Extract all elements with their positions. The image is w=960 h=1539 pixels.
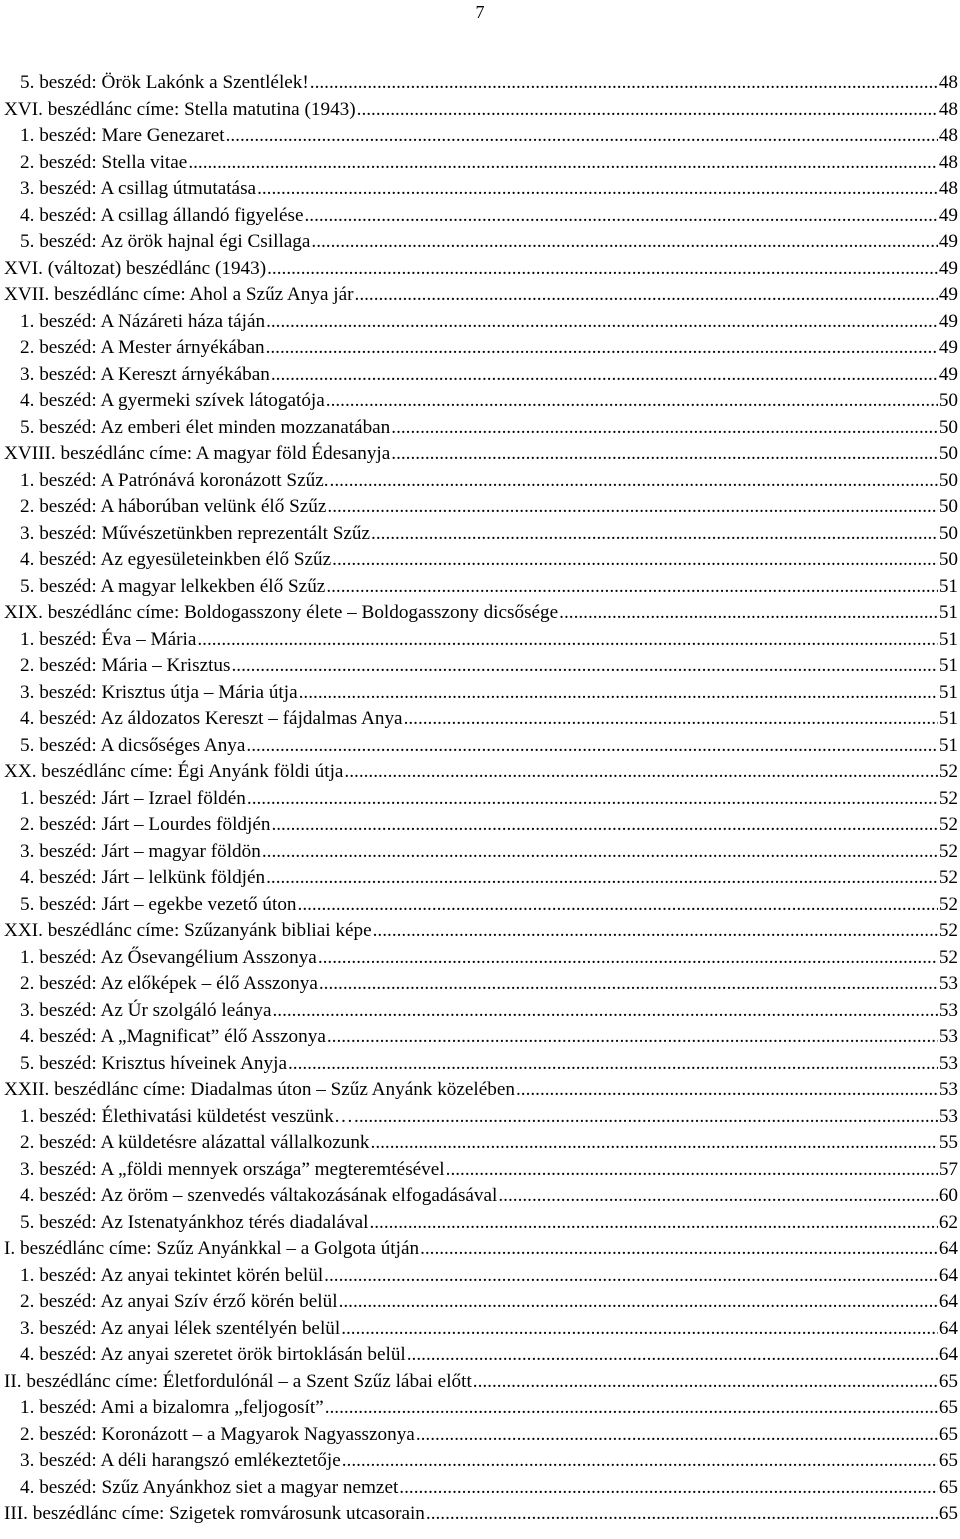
toc-sermon-entry bbox=[20, 547, 958, 574]
toc-entry-page: 65 bbox=[938, 1450, 958, 1471]
toc-entry-title: 3. beszéd: Az Úr szolgáló leánya bbox=[20, 999, 272, 1021]
toc-entry-page: 53 bbox=[938, 1052, 958, 1074]
toc-entry-page: 50 bbox=[938, 469, 958, 491]
toc-entry-page: 50 bbox=[938, 443, 958, 464]
toc-entry-page: 53 bbox=[938, 973, 958, 994]
toc-dot-leader bbox=[342, 1448, 938, 1475]
toc-entry-title: 4. beszéd: A gyermeki szívek látogatója bbox=[20, 390, 325, 411]
toc-dot-leader bbox=[332, 547, 938, 574]
toc-sermon-entry bbox=[20, 892, 958, 919]
toc-entry-page: 50 bbox=[938, 496, 958, 517]
toc-sermon-entry bbox=[20, 1342, 958, 1369]
toc-entry-title: 2. beszéd: Járt – Lourdes földjén bbox=[20, 814, 271, 835]
toc-dot-leader bbox=[325, 1395, 938, 1422]
toc-entry-title: XVII. beszédlánc címe: Ahol a Szűz Anya jár bbox=[4, 284, 354, 305]
toc-entry-title: 3. beszéd: A déli harangszó emlékeztetője bbox=[20, 1450, 341, 1471]
toc-entry-title: 2. beszéd: A küldetésre alázattal vállalkozunk bbox=[20, 1132, 370, 1153]
toc-entry-page: 52 bbox=[938, 867, 958, 888]
toc-dot-leader bbox=[391, 441, 938, 468]
toc-dot-leader bbox=[298, 892, 938, 919]
toc-entry-title: 2. beszéd: Az előképek – élő Asszonya bbox=[20, 973, 318, 994]
toc-dot-leader bbox=[299, 680, 938, 707]
toc-sermon-entry bbox=[20, 1263, 958, 1290]
toc-entry-title: 2. beszéd: Koronázott – a Magyarok Nagyasszonya bbox=[20, 1423, 415, 1445]
toc-entry-title: 2. beszéd: Az anyai Szív érző körén belül bbox=[20, 1291, 338, 1312]
toc-chapter-entry bbox=[4, 97, 958, 124]
toc-sermon-entry bbox=[20, 362, 958, 389]
toc-dot-leader bbox=[266, 309, 938, 336]
toc-sermon-entry bbox=[20, 1024, 958, 1051]
toc-entry-page: 51 bbox=[938, 602, 958, 623]
toc-entry-title: 1. beszéd: Az Ősevangélium Asszonya bbox=[20, 946, 317, 968]
toc-entry-page: 51 bbox=[938, 628, 958, 650]
toc-chapter-entry bbox=[4, 256, 958, 283]
toc-dot-leader bbox=[327, 494, 937, 521]
toc-dot-leader bbox=[246, 733, 937, 760]
toc-entry-title: 1. beszéd: Az anyai tekintet körén belül bbox=[20, 1264, 324, 1286]
toc-entry-page: 64 bbox=[938, 1238, 958, 1259]
toc-sermon-entry bbox=[20, 733, 958, 760]
toc-sermon-entry bbox=[20, 812, 958, 839]
toc-entry-title: 3. beszéd: A Kereszt árnyékában bbox=[20, 363, 270, 385]
toc-sermon-entry bbox=[20, 388, 958, 415]
toc-chapter-entry bbox=[4, 282, 958, 309]
toc-entry-page: 65 bbox=[938, 1476, 958, 1498]
toc-entry-title: 4. beszéd: Az öröm – szenvedés váltakozásának elfogadásával bbox=[20, 1185, 498, 1206]
toc-dot-leader bbox=[318, 945, 938, 972]
toc-entry-title: 1. beszéd: A Názáreti háza táján bbox=[20, 310, 266, 332]
toc-entry-title: 1. beszéd: Éva – Mária bbox=[20, 628, 197, 650]
toc-entry-page: 52 bbox=[938, 761, 958, 782]
toc-dot-leader bbox=[326, 574, 938, 601]
toc-sermon-entry bbox=[20, 627, 958, 654]
toc-dot-leader bbox=[498, 1183, 937, 1210]
toc-entry-title: 3. beszéd: A csillag útmutatása bbox=[20, 178, 257, 199]
toc-sermon-entry bbox=[20, 1210, 958, 1237]
toc-entry-page: 60 bbox=[938, 1185, 958, 1206]
toc-entry-page: 49 bbox=[938, 284, 958, 305]
toc-sermon-entry bbox=[20, 494, 958, 521]
toc-entry-page: 49 bbox=[938, 363, 958, 385]
toc-dot-leader bbox=[326, 388, 938, 415]
toc-sermon-entry bbox=[20, 945, 958, 972]
toc-entry-page: 49 bbox=[938, 231, 958, 252]
toc-entry-title: 4. beszéd: Az anyai szeretet örök birtoklásán belül bbox=[20, 1344, 406, 1365]
toc-dot-leader bbox=[404, 706, 938, 733]
toc-entry-title: XIX. beszédlánc címe: Boldogasszony élete – Boldogasszony dicsősége bbox=[4, 602, 559, 623]
toc-dot-leader bbox=[267, 256, 938, 283]
toc-dot-leader bbox=[407, 1342, 938, 1369]
toc-sermon-entry bbox=[20, 150, 958, 177]
toc-entry-page: 51 bbox=[938, 575, 958, 597]
toc-entry-title: 4. beszéd: Az áldozatos Kereszt – fájdalmas Anya bbox=[20, 708, 403, 729]
toc-dot-leader bbox=[341, 1316, 938, 1343]
toc-dot-leader bbox=[319, 971, 938, 998]
toc-sermon-entry bbox=[20, 415, 958, 442]
toc-entry-title: XVI. (változat) beszédlánc (1943) bbox=[4, 257, 267, 279]
toc-entry-page: 64 bbox=[938, 1291, 958, 1312]
toc-sermon-entry bbox=[20, 680, 958, 707]
toc-entry-page: 52 bbox=[938, 814, 958, 835]
toc-entry-page: 48 bbox=[938, 151, 958, 173]
toc-entry-page: 53 bbox=[938, 1026, 958, 1047]
toc-dot-leader bbox=[330, 468, 938, 495]
toc-entry-title: 5. beszéd: A magyar lelkekben élő Szűz bbox=[20, 575, 326, 597]
toc-entry-page: 52 bbox=[938, 946, 958, 968]
toc-entry-page: 49 bbox=[938, 204, 958, 226]
toc-sermon-entry bbox=[20, 1422, 958, 1449]
toc-sermon-entry bbox=[20, 203, 958, 230]
toc-dot-leader bbox=[371, 1130, 938, 1157]
toc-sermon-entry bbox=[20, 839, 958, 866]
toc-sermon-entry bbox=[20, 1289, 958, 1316]
toc-sermon-entry bbox=[20, 1448, 958, 1475]
toc-dot-leader bbox=[373, 918, 938, 945]
toc-dot-leader bbox=[324, 1263, 938, 1290]
toc-dot-leader bbox=[426, 1501, 938, 1528]
toc-entry-title: 5. beszéd: A dicsőséges Anya bbox=[20, 734, 246, 756]
toc-sermon-entry bbox=[20, 468, 958, 495]
toc-dot-leader bbox=[339, 1289, 938, 1316]
toc-entry-title: 1. beszéd: Mare Genezaret bbox=[20, 125, 225, 146]
toc-entry-title: 2. beszéd: A háborúban velünk élő Szűz bbox=[20, 496, 327, 517]
toc-entry-title: 4. beszéd: Az egyesületeinkben élő Szűz bbox=[20, 549, 332, 570]
toc-dot-leader bbox=[344, 759, 937, 786]
toc-entry-title: XXI. beszédlánc címe: Szűzanyánk bibliai képe bbox=[4, 920, 372, 941]
toc-sermon-entry bbox=[20, 653, 958, 680]
toc-sermon-entry bbox=[20, 1051, 958, 1078]
toc-dot-leader bbox=[304, 203, 937, 230]
toc-sermon-entry bbox=[20, 335, 958, 362]
page-number: 7 bbox=[475, 2, 485, 22]
toc-entry-title: XX. beszédlánc címe: Égi Anyánk földi útja bbox=[4, 761, 344, 782]
toc-entry-title: XVI. beszédlánc címe: Stella matutina (1943) bbox=[4, 98, 356, 120]
toc-entry-title: 3. beszéd: Az anyai lélek szentélyén belül bbox=[20, 1317, 341, 1339]
toc-entry-page: 52 bbox=[938, 893, 958, 915]
toc-dot-leader bbox=[371, 521, 938, 548]
toc-entry-page: 64 bbox=[938, 1317, 958, 1339]
toc-dot-leader bbox=[247, 786, 938, 813]
toc-entry-title: 3. beszéd: Járt – magyar földön bbox=[20, 840, 261, 862]
toc-dot-leader bbox=[357, 97, 938, 124]
toc-sermon-entry bbox=[20, 521, 958, 548]
toc-entry-page: 53 bbox=[938, 1079, 958, 1100]
toc-dot-leader bbox=[271, 812, 937, 839]
toc-dot-leader bbox=[355, 282, 938, 309]
toc-entry-page: 65 bbox=[938, 1397, 958, 1418]
toc-sermon-entry bbox=[20, 70, 958, 97]
toc-entry-page: 48 bbox=[938, 72, 958, 93]
toc-dot-leader bbox=[257, 176, 938, 203]
toc-dot-leader bbox=[311, 229, 937, 256]
toc-entry-title: 4. beszéd: A „Magnificat” élő Asszonya bbox=[20, 1026, 326, 1047]
toc-entry-title: 1. beszéd: Élethivatási küldetést veszünk… bbox=[20, 1105, 354, 1127]
toc-entry-title: 3. beszéd: A „földi mennyek országa” megteremtésével bbox=[20, 1158, 445, 1180]
toc-sermon-entry bbox=[20, 309, 958, 336]
toc-entry-title: 4. beszéd: Szűz Anyánkhoz siet a magyar nemzet bbox=[20, 1476, 399, 1498]
toc-entry-page: 65 bbox=[938, 1503, 958, 1524]
toc-dot-leader bbox=[399, 1475, 938, 1502]
toc-entry-title: XVIII. beszédlánc címe: A magyar föld Édesanyja bbox=[4, 443, 391, 464]
toc-dot-leader bbox=[559, 600, 938, 627]
toc-chapter-entry bbox=[4, 1369, 958, 1396]
toc-sermon-entry bbox=[20, 1130, 958, 1157]
toc-dot-leader bbox=[354, 1104, 938, 1131]
toc-dot-leader bbox=[262, 839, 938, 866]
toc-entry-page: 51 bbox=[938, 655, 958, 676]
toc-entry-title: 5. beszéd: Krisztus híveinek Anyja bbox=[20, 1052, 287, 1074]
toc-entry-page: 49 bbox=[938, 310, 958, 332]
toc-entry-page: 50 bbox=[938, 390, 958, 411]
toc-entry-title: I. beszédlánc címe: Szűz Anyánkkal – a Golgota útján bbox=[4, 1238, 420, 1259]
toc-sermon-entry bbox=[20, 706, 958, 733]
toc-entry-page: 50 bbox=[938, 549, 958, 570]
toc-chapter-entry bbox=[4, 1501, 958, 1528]
toc-entry-title: 3. beszéd: Krisztus útja – Mária útja bbox=[20, 681, 298, 703]
toc-entry-title: 2. beszéd: A Mester árnyékában bbox=[20, 337, 265, 358]
toc-dot-leader bbox=[266, 335, 938, 362]
toc-sermon-entry bbox=[20, 1316, 958, 1343]
toc-sermon-entry bbox=[20, 1104, 958, 1131]
toc-entry-title: 3. beszéd: Művészetünkben reprezentált Szűz bbox=[20, 522, 371, 544]
toc-entry-page: 53 bbox=[938, 999, 958, 1021]
toc-dot-leader bbox=[369, 1210, 937, 1237]
toc-entry-title: 1. beszéd: Ami a bizalomra „feljogosít” bbox=[20, 1397, 324, 1418]
toc-entry-page: 49 bbox=[938, 257, 958, 279]
toc-entry-title: III. beszédlánc címe: Szigetek romvárosunk utcasorain bbox=[4, 1503, 425, 1524]
toc-sermon-entry bbox=[20, 971, 958, 998]
toc-entry-title: 5. beszéd: Az Istenatyánkhoz térés diadalával bbox=[20, 1211, 369, 1233]
toc-entry-page: 62 bbox=[938, 1211, 958, 1233]
toc-sermon-entry bbox=[20, 1475, 958, 1502]
toc-dot-leader bbox=[272, 998, 937, 1025]
toc-entry-page: 48 bbox=[938, 125, 958, 146]
toc-sermon-entry bbox=[20, 229, 958, 256]
toc-entry-title: 1. beszéd: Járt – Izrael földén bbox=[20, 787, 246, 809]
toc-sermon-entry bbox=[20, 176, 958, 203]
toc-dot-leader bbox=[288, 1051, 938, 1078]
toc-entry-title: 2. beszéd: Stella vitae bbox=[20, 151, 188, 173]
toc-dot-leader bbox=[327, 1024, 938, 1051]
toc-dot-leader bbox=[188, 150, 938, 177]
toc-sermon-entry bbox=[20, 786, 958, 813]
toc-entry-page: 64 bbox=[938, 1344, 958, 1365]
toc-sermon-entry bbox=[20, 1157, 958, 1184]
toc-entry-page: 50 bbox=[938, 522, 958, 544]
toc-dot-leader bbox=[197, 627, 937, 654]
toc-entry-page: 52 bbox=[938, 840, 958, 862]
toc-chapter-entry bbox=[4, 600, 958, 627]
toc-entry-page: 51 bbox=[938, 708, 958, 729]
toc-dot-leader bbox=[516, 1077, 938, 1104]
toc-entry-page: 57 bbox=[938, 1158, 958, 1180]
toc-entry-page: 55 bbox=[938, 1132, 958, 1153]
toc-dot-leader bbox=[416, 1422, 938, 1449]
toc-entry-title: 5. beszéd: Az emberi élet minden mozzanatában bbox=[20, 416, 391, 438]
toc-dot-leader bbox=[420, 1236, 938, 1263]
toc-dot-leader bbox=[266, 865, 938, 892]
toc-entry-page: 53 bbox=[938, 1105, 958, 1127]
toc-entry-page: 48 bbox=[938, 178, 958, 199]
toc-entry-title: 5. beszéd: Örök Lakónk a Szentlélek! bbox=[20, 72, 309, 93]
toc-chapter-entry bbox=[4, 1077, 958, 1104]
toc-entry-page: 65 bbox=[938, 1423, 958, 1445]
toc-dot-leader bbox=[231, 653, 937, 680]
toc-entry-page: 52 bbox=[938, 787, 958, 809]
toc-entry-title: 1. beszéd: A Patrónává koronázott Szűz. bbox=[20, 469, 329, 491]
toc-dot-leader bbox=[473, 1369, 938, 1396]
toc-entry-page: 65 bbox=[938, 1370, 958, 1392]
toc-entry-page: 51 bbox=[938, 681, 958, 703]
toc-entry-title: 5. beszéd: Az örök hajnal égi Csillaga bbox=[20, 231, 311, 252]
toc-entry-page: 49 bbox=[938, 337, 958, 358]
toc-chapter-entry bbox=[4, 1236, 958, 1263]
toc-dot-leader bbox=[391, 415, 938, 442]
toc-entry-title: II. beszédlánc címe: Életfordulónál – a Szent Szűz lábai előtt bbox=[4, 1370, 472, 1392]
toc-sermon-entry bbox=[20, 865, 958, 892]
toc-sermon-entry bbox=[20, 1395, 958, 1422]
toc-dot-leader bbox=[446, 1157, 938, 1184]
toc-entry-title: 4. beszéd: Járt – lelkünk földjén bbox=[20, 867, 266, 888]
toc-entry-page: 50 bbox=[938, 416, 958, 438]
toc-entry-title: XXII. beszédlánc címe: Diadalmas úton – Szűz Anyánk közelében bbox=[4, 1079, 515, 1100]
toc-dot-leader bbox=[271, 362, 938, 389]
toc-entry-page: 52 bbox=[938, 920, 958, 941]
toc-entry-page: 64 bbox=[938, 1264, 958, 1286]
toc-entry-page: 48 bbox=[938, 98, 958, 120]
toc-chapter-entry bbox=[4, 759, 958, 786]
toc-sermon-entry bbox=[20, 574, 958, 601]
toc-dot-leader bbox=[310, 70, 938, 97]
toc-chapter-entry bbox=[4, 918, 958, 945]
toc-entry-title: 2. beszéd: Mária – Krisztus bbox=[20, 655, 231, 676]
toc-sermon-entry bbox=[20, 1183, 958, 1210]
toc-entry-title: 4. beszéd: A csillag állandó figyelése bbox=[20, 204, 304, 226]
toc-entry-title: 5. beszéd: Járt – egekbe vezető úton bbox=[20, 893, 297, 915]
toc-dot-leader bbox=[226, 123, 938, 150]
toc-sermon-entry bbox=[20, 998, 958, 1025]
toc-chapter-entry bbox=[4, 441, 958, 468]
toc-sermon-entry bbox=[20, 123, 958, 150]
toc-entry-page: 51 bbox=[938, 734, 958, 756]
